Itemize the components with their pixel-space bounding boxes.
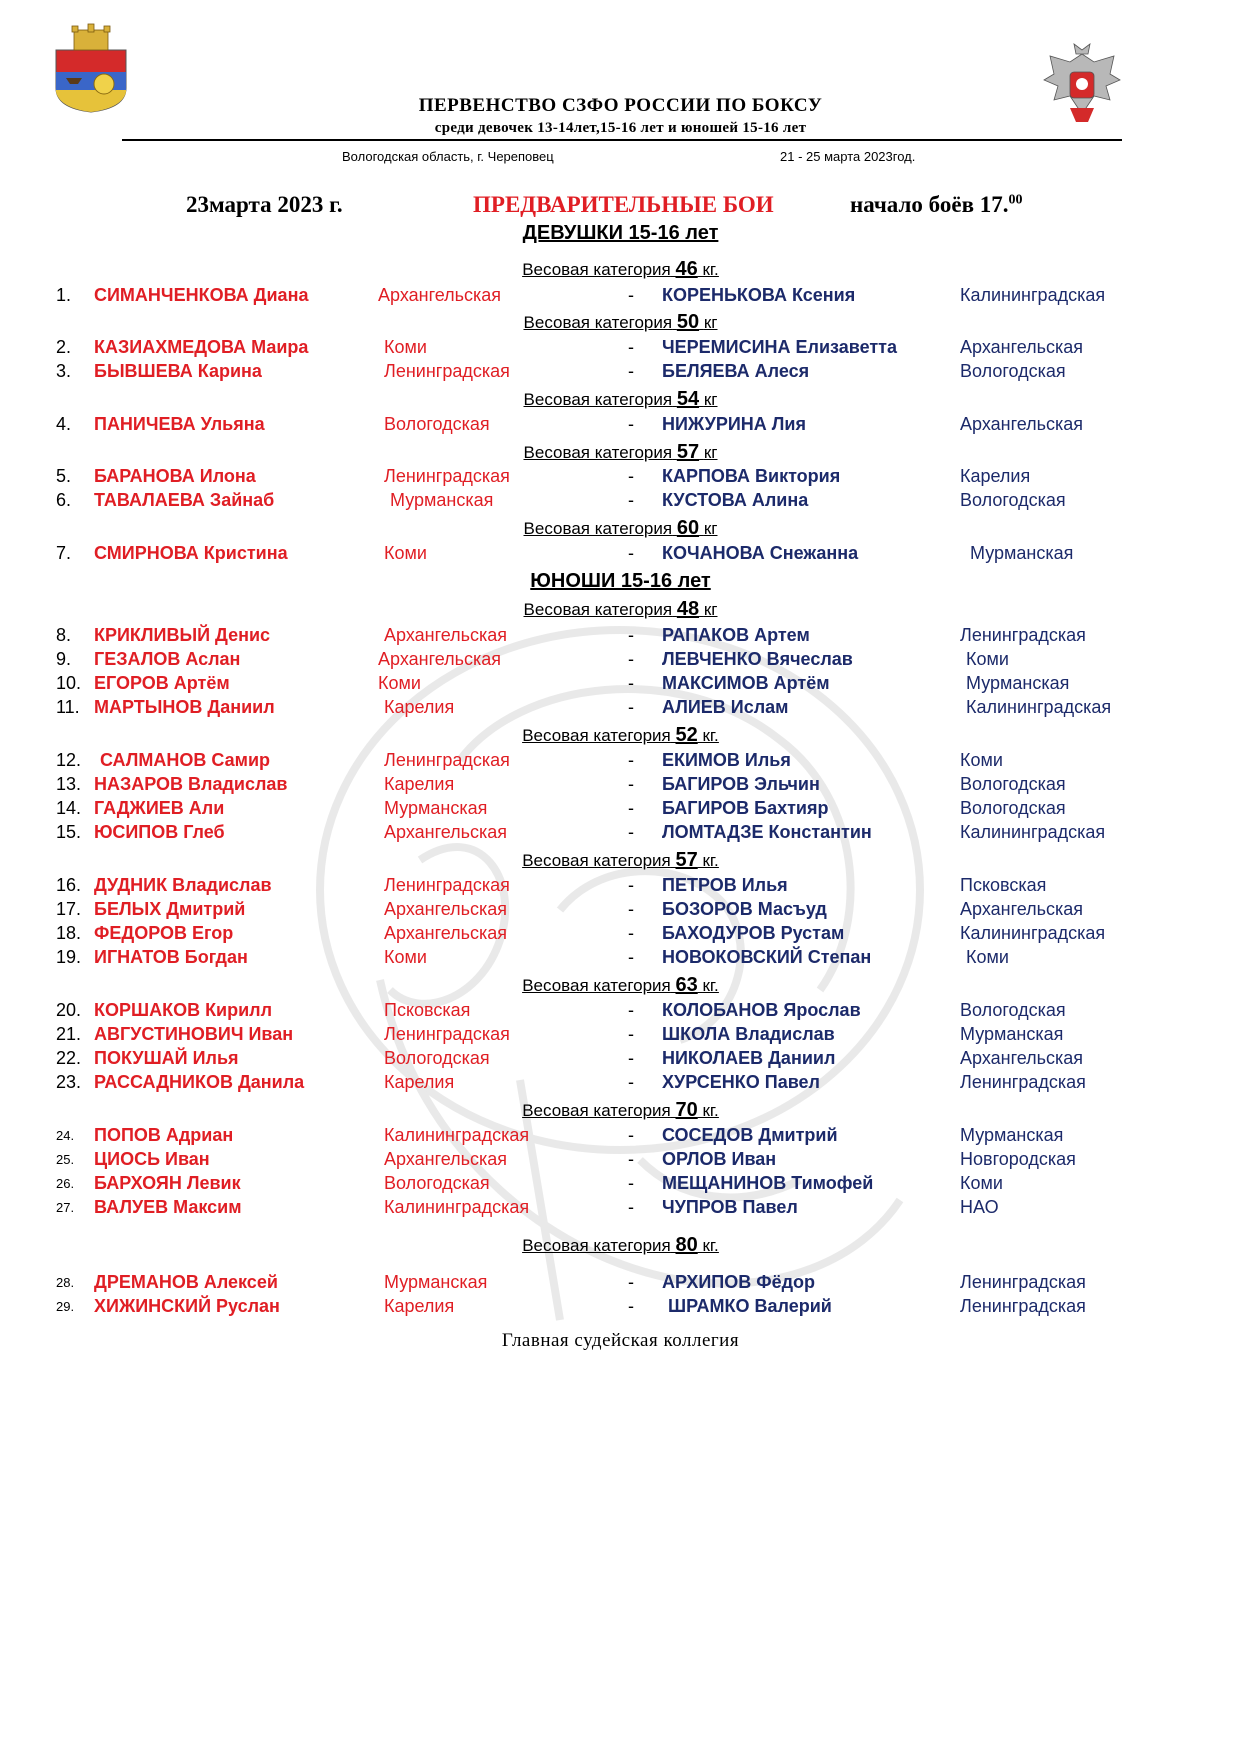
red-corner-region: Калининградская	[384, 1197, 530, 1217]
blue-corner-name: ЕКИМОВ Илья	[662, 750, 791, 770]
red-corner-region: Калининградская	[384, 1125, 530, 1145]
blue-corner-name: БАХОДУРОВ Рустам	[662, 923, 845, 943]
bout-number: 29.	[56, 1299, 75, 1314]
weight-category-value: 50	[676, 311, 700, 333]
weight-category-heading	[0, 517, 1241, 540]
blue-corner-name: РАПАКОВ Артем	[662, 625, 810, 645]
blue-corner-region: Вологодская	[960, 490, 1066, 510]
bout-row	[0, 697, 1241, 721]
blue-corner-name: БЕЛЯЕВА Алеся	[662, 361, 810, 381]
bout-number: 21.	[56, 1024, 82, 1044]
start-time: начало боёв 17.00	[850, 192, 1023, 217]
vs-separator: -	[628, 285, 634, 305]
weight-category-heading	[0, 598, 1241, 621]
bout-number: 11.	[56, 697, 80, 717]
weight-category-label: Весовая категория	[522, 976, 671, 995]
weight-category-unit: кг.	[702, 851, 719, 870]
weight-category-value: 80	[675, 1234, 698, 1256]
bout-row	[0, 337, 1241, 361]
section-title: ЮНОШИ 15-16 лет	[530, 570, 711, 592]
weight-category-line	[522, 976, 719, 995]
bout-date: 23марта 2023 г.	[186, 192, 343, 217]
bout-row	[0, 947, 1241, 971]
red-corner-name: ИГНАТОВ Богдан	[94, 947, 248, 967]
vs-separator: -	[628, 414, 634, 434]
red-corner-region: Псковская	[384, 1000, 471, 1020]
red-corner-region: Карелия	[384, 1072, 455, 1092]
bout-number: 13.	[56, 774, 82, 794]
weight-category-label: Весовая категория	[522, 851, 671, 870]
blue-corner-region: Новгородская	[960, 1149, 1076, 1169]
blue-corner-name: ЛЕВЧЕНКО Вячеслав	[662, 649, 853, 669]
blue-corner-name: ОРЛОВ Иван	[662, 1149, 777, 1169]
red-corner-name: ДУДНИК Владислав	[94, 875, 272, 895]
bout-number: 23.	[56, 1072, 82, 1092]
blue-corner-name: СОСЕДОВ Дмитрий	[662, 1125, 838, 1145]
blue-corner-name: КАРПОВА Виктория	[662, 466, 841, 486]
weight-category-label: Весовая категория	[523, 600, 673, 619]
blue-corner-name: КОЧАНОВА Снежанна	[662, 543, 859, 563]
weight-category-value: 70	[675, 1099, 698, 1121]
red-corner-name: КРИКЛИВЫЙ Денис	[94, 625, 271, 645]
page-subtitle: среди девочек 13-14лет,15-16 лет и юношей 15-16 лет	[434, 120, 807, 136]
red-corner-region: Мурманская	[384, 1272, 488, 1292]
header-divider	[122, 139, 1122, 141]
blue-corner-name: МАКСИМОВ Артём	[662, 673, 830, 693]
bout-row	[0, 1296, 1241, 1320]
weight-category-heading	[0, 311, 1241, 334]
blue-corner-name: АРХИПОВ Фёдор	[662, 1272, 815, 1292]
red-corner-name: ЦИОСЬ Иван	[94, 1149, 210, 1169]
bout-number: 20.	[56, 1000, 82, 1020]
vs-separator: -	[628, 1024, 634, 1044]
vs-separator: -	[628, 1272, 634, 1292]
weight-category-label: Весовая категория	[523, 519, 673, 538]
vs-separator: -	[628, 673, 634, 693]
vs-separator: -	[628, 798, 634, 818]
weight-category-line	[524, 313, 718, 332]
weight-category-heading	[0, 849, 1241, 872]
weight-category-heading	[0, 1099, 1241, 1122]
bout-row	[0, 1072, 1241, 1096]
red-corner-name: СИМАНЧЕНКОВА Диана	[94, 285, 309, 305]
red-corner-region: Архангельская	[384, 1149, 508, 1169]
bout-row	[0, 1024, 1241, 1048]
weight-category-line	[524, 390, 718, 409]
vs-separator: -	[628, 1173, 634, 1193]
red-corner-region: Ленинградская	[384, 875, 510, 895]
judging-panel-signature: Главная судейская коллегия	[501, 1330, 740, 1351]
vs-separator: -	[628, 1048, 634, 1068]
vs-separator: -	[628, 899, 634, 919]
weight-category-value: 54	[676, 388, 700, 410]
venue-location: Вологодская область, г. Череповец	[342, 149, 554, 164]
vs-separator: -	[628, 1072, 634, 1092]
weight-category-label: Весовая категория	[522, 726, 671, 745]
weight-category-label: Весовая категория	[522, 1101, 671, 1120]
bout-row	[0, 673, 1241, 697]
red-corner-region: Ленинградская	[384, 1024, 510, 1044]
vs-separator: -	[628, 1000, 634, 1020]
bout-number: 3.	[56, 361, 72, 381]
red-corner-region: Коми	[384, 543, 427, 563]
bout-row	[0, 466, 1241, 490]
blue-corner-name: БОЗОРОВ Масъуд	[662, 899, 827, 919]
weight-category-label: Весовая категория	[523, 313, 673, 332]
weight-category-unit: кг.	[702, 1101, 719, 1120]
red-corner-region: Архангельская	[384, 899, 508, 919]
vs-separator: -	[628, 337, 634, 357]
blue-corner-region: Карелия	[960, 466, 1031, 486]
weight-category-unit: кг	[703, 600, 718, 619]
red-corner-region: Архангельская	[384, 625, 508, 645]
red-corner-region: Карелия	[384, 1296, 455, 1316]
blue-corner-region: Архангельская	[960, 1048, 1084, 1068]
red-corner-region: Архангельская	[384, 822, 508, 842]
blue-corner-name: НОВОКОВСКИЙ Степан	[662, 947, 872, 967]
bout-row	[0, 414, 1241, 438]
blue-corner-region: Ленинградская	[960, 1272, 1086, 1292]
weight-category-heading	[0, 441, 1241, 464]
red-corner-name: ГАДЖИЕВ Али	[94, 798, 225, 818]
weight-category-line	[522, 1236, 719, 1255]
weight-category-unit: кг.	[702, 976, 719, 995]
red-corner-name: ПАНИЧЕВА Ульяна	[94, 414, 265, 434]
weight-category-label: Весовая категория	[523, 443, 673, 462]
blue-corner-region: Архангельская	[960, 414, 1084, 434]
weight-category-heading	[0, 724, 1241, 747]
bout-row	[0, 774, 1241, 798]
red-corner-name: ЮСИПОВ Глеб	[94, 822, 225, 842]
bout-number: 9.	[56, 649, 72, 669]
weight-category-unit: кг.	[702, 260, 719, 279]
weight-category-heading	[0, 388, 1241, 411]
bout-number: 4.	[56, 414, 72, 434]
red-corner-region: Ленинградская	[384, 361, 510, 381]
bout-number: 28.	[56, 1275, 75, 1290]
blue-corner-region: Ленинградская	[960, 1296, 1086, 1316]
stage-title: ПРЕДВАРИТЕЛЬНЫЕ БОИ	[473, 192, 774, 217]
blue-corner-region: Вологодская	[960, 798, 1066, 818]
weight-category-value: 60	[676, 517, 700, 539]
bout-number: 2.	[56, 337, 72, 357]
blue-corner-name: ШРАМКО Валерий	[668, 1296, 832, 1316]
blue-corner-region: Мурманская	[960, 1024, 1064, 1044]
red-corner-name: САЛМАНОВ Самир	[100, 750, 270, 770]
blue-corner-region: Архангельская	[960, 899, 1084, 919]
red-corner-name: КОРШАКОВ Кирилл	[94, 1000, 273, 1020]
blue-corner-region: Вологодская	[960, 1000, 1066, 1020]
vs-separator: -	[628, 649, 634, 669]
weight-category-unit: кг	[703, 313, 718, 332]
blue-corner-name: КУСТОВА Алина	[662, 490, 809, 510]
blue-corner-region: Калининградская	[966, 697, 1112, 717]
weight-category-unit: кг	[703, 519, 718, 538]
vs-separator: -	[628, 1149, 634, 1169]
blue-corner-region: Коми	[960, 750, 1003, 770]
vs-separator: -	[628, 543, 634, 563]
blue-corner-name: ХУРСЕНКО Павел	[662, 1072, 820, 1092]
bout-number: 15.	[56, 822, 82, 842]
red-corner-name: ДРЕМАНОВ Алексей	[94, 1272, 278, 1292]
weight-category-value: 63	[675, 974, 698, 996]
vs-separator: -	[628, 750, 634, 770]
bout-number: 27.	[56, 1200, 75, 1215]
bout-number: 6.	[56, 490, 72, 510]
red-corner-region: Вологодская	[384, 1048, 490, 1068]
blue-corner-name: ЧЕРЕМИСИНА Елизаветта	[662, 337, 898, 357]
blue-corner-region: Калининградская	[960, 822, 1106, 842]
blue-corner-region: Мурманская	[966, 673, 1070, 693]
bout-row	[0, 1272, 1241, 1296]
blue-corner-region: Ленинградская	[960, 1072, 1086, 1092]
red-corner-name: ФЕДОРОВ Егор	[94, 923, 234, 943]
red-corner-name: ВАЛУЕВ Максим	[94, 1197, 242, 1217]
bout-number: 22.	[56, 1048, 82, 1068]
vs-separator: -	[628, 1125, 634, 1145]
weight-category-unit: кг	[703, 390, 718, 409]
weight-category-label: Весовая категория	[522, 260, 671, 279]
weight-category-label: Весовая категория	[522, 1236, 671, 1255]
blue-corner-region: Архангельская	[960, 337, 1084, 357]
blue-corner-region: Коми	[960, 1173, 1003, 1193]
weight-category-line	[524, 519, 718, 538]
bout-row	[0, 875, 1241, 899]
blue-corner-name: ЧУПРОВ Павел	[662, 1197, 798, 1217]
weight-category-line	[524, 443, 718, 462]
bout-row	[0, 625, 1241, 649]
blue-corner-name: МЕЩАНИНОВ Тимофей	[662, 1173, 874, 1193]
weight-category-value: 48	[676, 598, 700, 620]
weight-category-unit: кг.	[702, 726, 719, 745]
bout-row	[0, 1173, 1241, 1197]
weight-category-line	[522, 1101, 719, 1120]
red-corner-name: СМИРНОВА Кристина	[94, 543, 288, 563]
weight-category-heading	[0, 258, 1241, 281]
bout-row	[0, 899, 1241, 923]
blue-corner-region: НАО	[960, 1197, 999, 1217]
red-corner-region: Коми	[384, 337, 427, 357]
vs-separator: -	[628, 466, 634, 486]
vs-separator: -	[628, 822, 634, 842]
bout-number: 18.	[56, 923, 82, 943]
blue-corner-name: АЛИЕВ Ислам	[662, 697, 789, 717]
blue-corner-region: Псковская	[960, 875, 1047, 895]
bout-number: 8.	[56, 625, 72, 645]
event-dates: 21 - 25 марта 2023год.	[780, 149, 916, 164]
blue-corner-region: Коми	[966, 649, 1009, 669]
section-title: ДЕВУШКИ 15-16 лет	[522, 222, 719, 244]
weight-category-heading	[0, 1234, 1241, 1257]
bout-number: 19.	[56, 947, 82, 967]
red-corner-region: Архангельская	[378, 649, 502, 669]
weight-category-value: 57	[675, 849, 698, 871]
weight-category-line	[522, 260, 719, 279]
bout-row	[0, 543, 1241, 567]
weight-category-unit: кг	[703, 443, 718, 462]
blue-corner-region: Вологодская	[960, 361, 1066, 381]
red-corner-name: НАЗАРОВ Владислав	[94, 774, 288, 794]
blue-corner-region: Мурманская	[970, 543, 1074, 563]
red-corner-name: БЫВШЕВА Карина	[94, 361, 262, 381]
blue-corner-name: ЛОМТАДЗЕ Константин	[662, 822, 872, 842]
red-corner-region: Архангельская	[384, 923, 508, 943]
bout-number: 24.	[56, 1128, 75, 1143]
bout-row	[0, 1125, 1241, 1149]
red-corner-region: Ленинградская	[384, 466, 510, 486]
red-corner-name: ХИЖИНСКИЙ Руслан	[94, 1296, 280, 1316]
red-corner-region: Архангельская	[378, 285, 502, 305]
weight-category-line	[524, 600, 718, 619]
blue-corner-region: Калининградская	[960, 923, 1106, 943]
bout-number: 17.	[56, 899, 82, 919]
blue-corner-region: Калининградская	[960, 285, 1106, 305]
bout-number: 5.	[56, 466, 72, 486]
red-corner-name: КАЗИАХМЕДОВА Маира	[94, 337, 309, 357]
blue-corner-name: НИКОЛАЕВ Даниил	[662, 1048, 836, 1068]
bout-number: 25.	[56, 1152, 75, 1167]
bout-row	[0, 798, 1241, 822]
bout-number: 16.	[56, 875, 82, 895]
bout-row	[0, 822, 1241, 846]
bout-row	[0, 649, 1241, 673]
red-corner-name: ТАВАЛАЕВА Зайнаб	[94, 490, 275, 510]
red-corner-region: Коми	[378, 673, 421, 693]
blue-corner-name: БАГИРОВ Эльчин	[662, 774, 820, 794]
vs-separator: -	[628, 923, 634, 943]
blue-corner-name: БАГИРОВ Бахтияр	[662, 798, 829, 818]
vs-separator: -	[628, 361, 634, 381]
bout-number: 10.	[56, 673, 82, 693]
red-corner-name: БЕЛЫХ Дмитрий	[94, 899, 246, 919]
red-corner-name: МАРТЫНОВ Даниил	[94, 697, 275, 717]
vs-separator: -	[628, 774, 634, 794]
weight-category-line	[522, 851, 719, 870]
red-corner-name: БАРХОЯН Левик	[94, 1173, 241, 1193]
red-corner-region: Мурманская	[390, 490, 494, 510]
red-corner-name: АВГУСТИНОВИЧ Иван	[94, 1024, 294, 1044]
vs-separator: -	[628, 947, 634, 967]
bout-row	[0, 361, 1241, 385]
weight-category-value: 46	[675, 258, 698, 280]
red-corner-name: РАССАДНИКОВ Данила	[94, 1072, 305, 1092]
bout-row	[0, 490, 1241, 514]
weight-category-label: Весовая категория	[523, 390, 673, 409]
bout-number: 1.	[56, 285, 72, 305]
weight-category-line	[522, 726, 719, 745]
bout-number: 7.	[56, 543, 72, 563]
weight-category-unit: кг.	[702, 1236, 719, 1255]
red-corner-region: Вологодская	[384, 1173, 490, 1193]
red-corner-region: Коми	[384, 947, 427, 967]
bout-row	[0, 1048, 1241, 1072]
weight-category-value: 52	[675, 724, 698, 746]
red-corner-region: Ленинградская	[384, 750, 510, 770]
vs-separator: -	[628, 1197, 634, 1217]
bout-number: 26.	[56, 1176, 75, 1191]
blue-corner-name: КОРЕНЬКОВА Ксения	[662, 285, 856, 305]
red-corner-name: БАРАНОВА Илона	[94, 466, 256, 486]
weight-category-heading	[0, 974, 1241, 997]
bout-number: 12.	[56, 750, 82, 770]
blue-corner-name: КОЛОБАНОВ Ярослав	[662, 1000, 861, 1020]
vs-separator: -	[628, 1296, 634, 1316]
vs-separator: -	[628, 490, 634, 510]
page-title: ПЕРВЕНСТВО СЗФО РОССИИ ПО БОКСУ	[418, 95, 823, 116]
blue-corner-region: Ленинградская	[960, 625, 1086, 645]
vs-separator: -	[628, 625, 634, 645]
blue-corner-region: Коми	[966, 947, 1009, 967]
bout-row	[0, 750, 1241, 774]
blue-corner-name: ШКОЛА Владислав	[662, 1024, 835, 1044]
red-corner-region: Вологодская	[384, 414, 490, 434]
vs-separator: -	[628, 875, 634, 895]
blue-corner-name: ПЕТРОВ Илья	[662, 875, 788, 895]
red-corner-region: Карелия	[384, 697, 455, 717]
bout-row	[0, 1149, 1241, 1173]
red-corner-name: ГЕЗАЛОВ Аслан	[94, 649, 241, 669]
blue-corner-region: Мурманская	[960, 1125, 1064, 1145]
bout-row	[0, 285, 1241, 309]
bout-row	[0, 1197, 1241, 1221]
red-corner-name: ЕГОРОВ Артём	[94, 673, 230, 693]
red-corner-region: Карелия	[384, 774, 455, 794]
blue-corner-region: Вологодская	[960, 774, 1066, 794]
weight-category-value: 57	[676, 441, 700, 463]
vs-separator: -	[628, 697, 634, 717]
red-corner-name: ПОПОВ Адриан	[94, 1125, 234, 1145]
blue-corner-name: НИЖУРИНА Лия	[662, 414, 806, 434]
bout-row	[0, 1000, 1241, 1024]
red-corner-name: ПОКУШАЙ Илья	[94, 1048, 239, 1068]
bout-row	[0, 923, 1241, 947]
red-corner-region: Мурманская	[384, 798, 488, 818]
bout-number: 14.	[56, 798, 82, 818]
